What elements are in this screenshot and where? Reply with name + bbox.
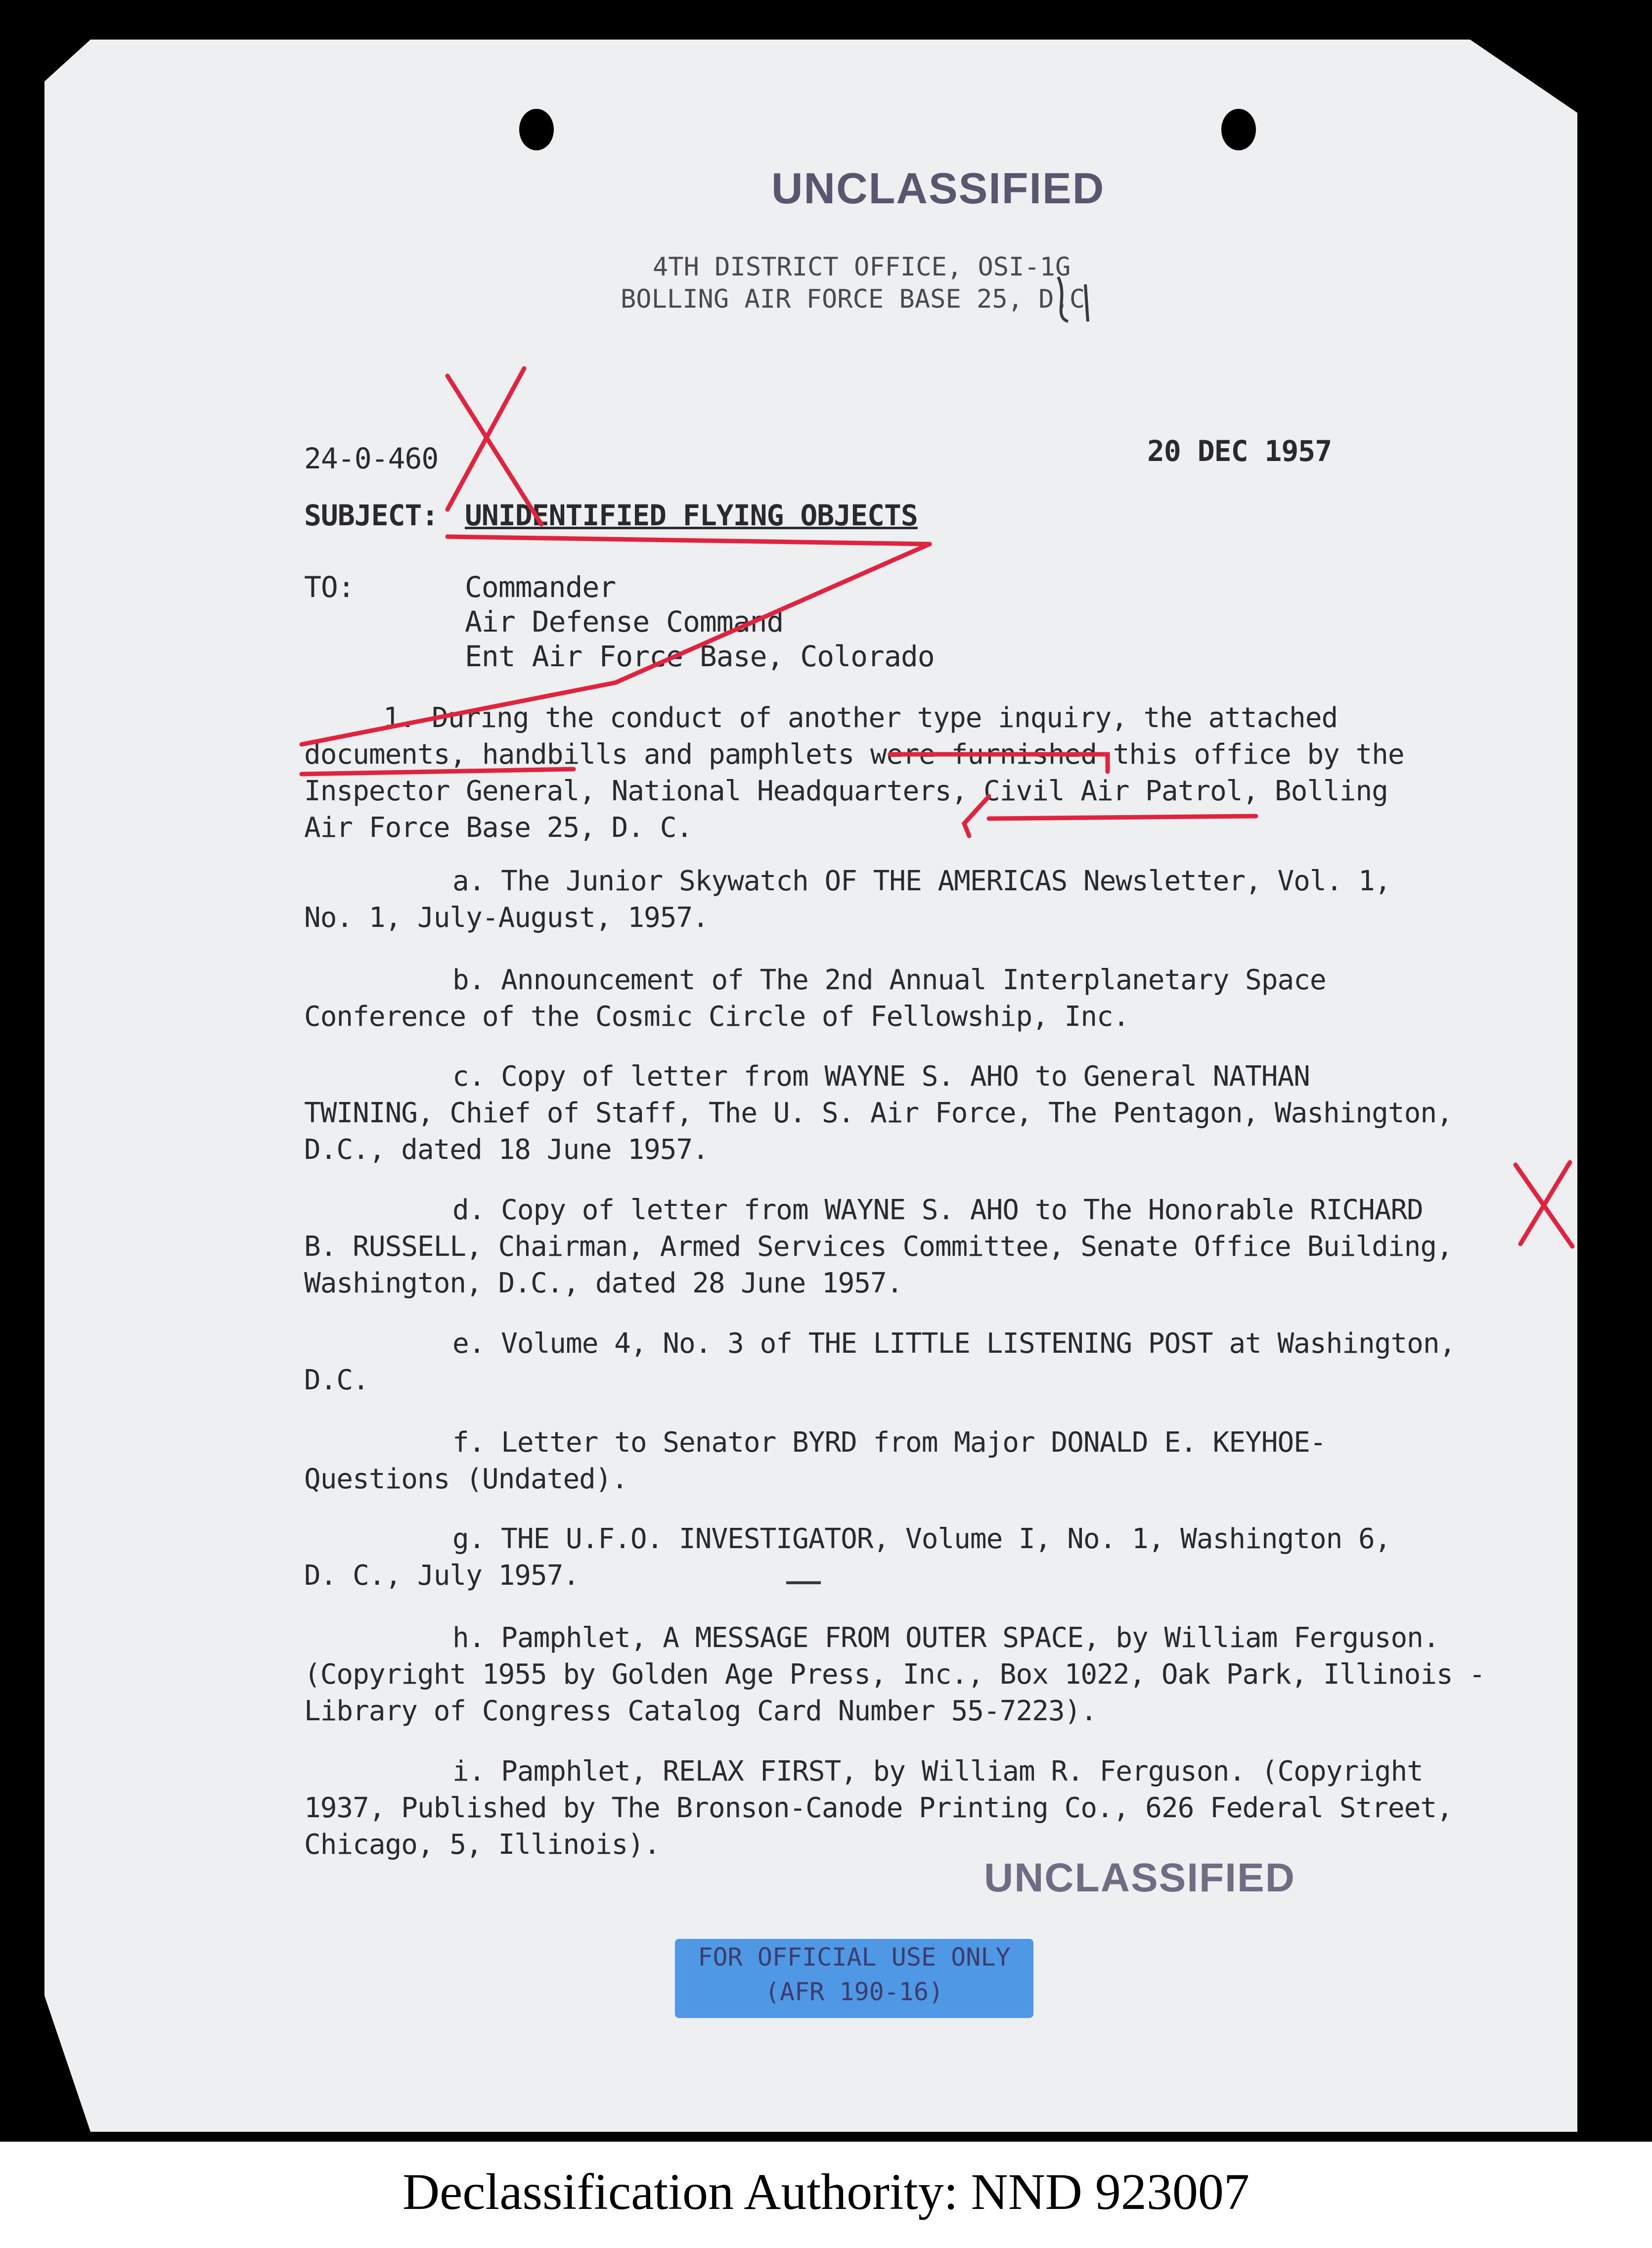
to-line-3: Ent Air Force Base, Colorado	[465, 640, 935, 673]
header-line-2: BOLLING AIR FORCE BASE 25, D.C	[621, 284, 1085, 314]
header-line-1: 4TH DISTRICT OFFICE, OSI-1G	[653, 252, 1071, 282]
paragraph-1: 1. During the conduct of another type inquiry, the attached documents, handbills and pamphlets were furnished this office by the Inspector General, National Headquarters, Civil Air Patrol, Bolling Air Force Base 25, D. C.	[304, 702, 1404, 844]
red-x-mark-top	[447, 368, 541, 524]
item-f: f. Letter to Senator BYRD from Major DONALD E. KEYHOE- Questions (Undated).	[304, 1426, 1326, 1495]
red-x-mark-right	[1516, 1162, 1572, 1246]
item-c: c. Copy of letter from WAYNE S. AHO to General NATHAN TWINING, Chief of Staff, The U. S. Air Force, The Pentagon, Washington, D.C., dated 18 June 1957.	[304, 1060, 1453, 1166]
item-d: d. Copy of letter from WAYNE S. AHO to The Honorable RICHARD B. RUSSELL, Chairman, Armed Services Committee, Senate Office Building, Washington, D.C., dated 28 June 1957.	[304, 1194, 1453, 1299]
fouo-line-2: (AFR 190-16)	[764, 1977, 944, 2006]
subject-text: UNIDENTIFIED FLYING OBJECTS	[465, 499, 918, 532]
item-e: e. Volume 4, No. 3 of THE LITTLE LISTENING POST at Washington, D.C.	[304, 1328, 1456, 1396]
red-bracket-furnished	[890, 754, 1108, 772]
red-arrow-civil	[989, 816, 1256, 819]
file-number: 24-0-460	[304, 442, 439, 475]
item-b: b. Announcement of The 2nd Annual Interplanetary Space Conference of the Cosmic Circle of Fellowship, Inc.	[304, 964, 1326, 1033]
item-g: g. THE U.F.O. INVESTIGATOR, Volume I, No. 1, Washington 6, D. C., July 1957.	[304, 1523, 1391, 1592]
footer-bar	[0, 2142, 1652, 2248]
red-underline-documents	[302, 769, 574, 774]
red-check-mark	[964, 796, 989, 836]
to-label: TO:	[304, 570, 355, 604]
unclassified-stamp-bottom: UNCLASSIFIED	[984, 1855, 1295, 1900]
subject-label: SUBJECT:	[304, 499, 439, 532]
fouo-line-1: FOR OFFICIAL USE ONLY	[698, 1943, 1011, 1972]
item-i: i. Pamphlet, RELAX FIRST, by William R. Ferguson. (Copyright 1937, Published by The Bronson-Canode Printing Co., 626 Federal Street, Chicago, 5, Illinois).	[304, 1755, 1453, 1861]
document-date: 20 DEC 1957	[1147, 434, 1332, 468]
red-underline-subject	[447, 537, 930, 544]
item-a: a. The Junior Skywatch OF THE AMERICAS Newsletter, Vol. 1, No. 1, July-August, 1957.	[304, 865, 1391, 934]
declassification-authority: Declassification Authority: NND 923007	[402, 2163, 1250, 2220]
item-h: h. Pamphlet, A MESSAGE FROM OUTER SPACE, by William Ferguson. (Copyright 1955 by Golden Age Press, Inc., Box 1022, Oak Park, Illinois - Library of Congress Catalog Card Number 55-7223).	[304, 1622, 1485, 1727]
unclassified-stamp-top: UNCLASSIFIED	[771, 164, 1105, 213]
to-line-2: Air Defense Command	[465, 605, 784, 639]
pencil-annotation	[1058, 277, 1088, 321]
to-line-1: Commander	[465, 570, 616, 604]
red-diagonal-stroke	[302, 544, 930, 744]
